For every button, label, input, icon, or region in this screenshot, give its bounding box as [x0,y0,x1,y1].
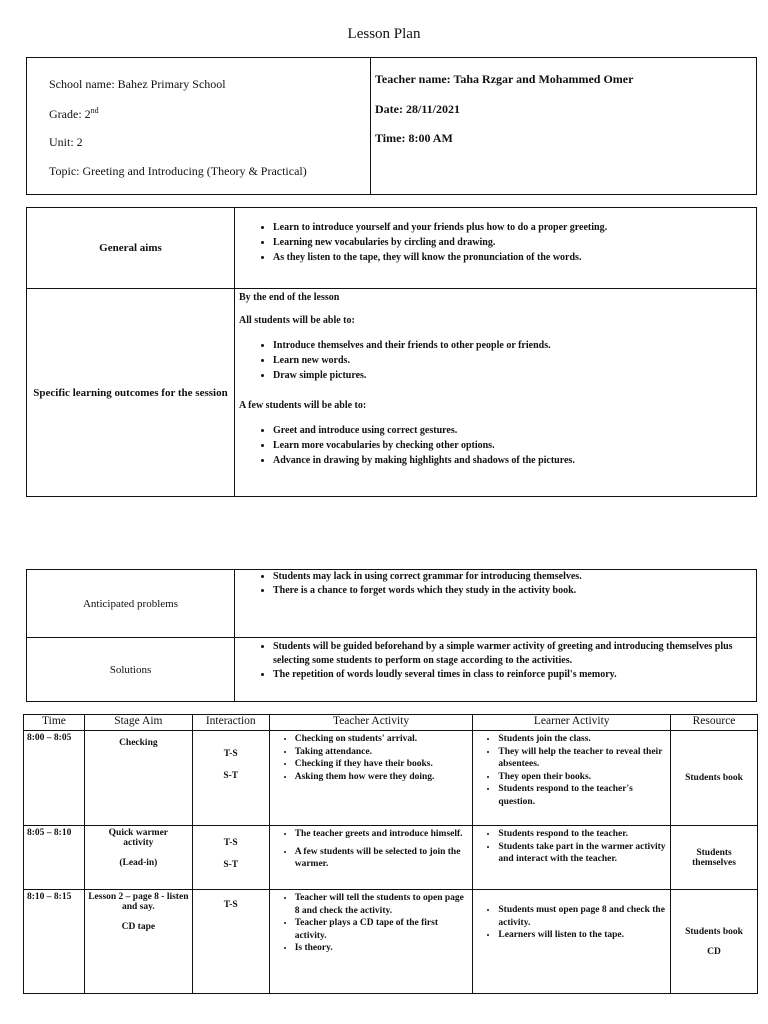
time-value: 8:00 AM [408,131,453,145]
stage-cell: Checking [84,731,192,826]
list-item: • There is a chance to forget words which they study in the activity book. [273,584,752,598]
list-item: • Checking on students' arrival. [295,733,470,746]
list-item: • Taking attendance. [295,746,470,759]
list-item: • Advance in drawing by making highlights and shadows of the pictures. [273,453,752,468]
school-name: Bahez Primary School [117,77,226,91]
col-header-stage: Stage Aim [84,715,192,731]
interaction-cell: T-S S-T [192,826,269,890]
list-item: • Is theory. [295,942,470,955]
lesson-plan-table [23,714,758,994]
outcomes-intro: By the end of the lesson [239,292,340,303]
specific-outcomes-label: Specific learning outcomes for the session [27,289,235,497]
time-line: Time: 8:00 AM [375,131,453,145]
resource-cell: Students book [671,731,758,826]
problems-table [26,569,757,702]
anticipated-problems-label: Anticipated problems [27,570,235,638]
lesson-info-table [26,57,757,195]
grade-line: Grade: 2nd [49,106,99,121]
table-row [24,731,758,826]
general-aims-content [235,208,757,289]
col-header-time: Time [24,715,85,731]
anticipated-problems-list [239,570,752,598]
list-item: • Students will be guided beforehand by a simple warmer activity of greeting and introducing themselves plus selecting some students to perform on stage according to the activities. [273,640,752,668]
topic-line: Topic: Greeting and Introducing (Theory & Practical) [49,164,307,178]
general-aims-label: General aims [27,208,235,289]
list-item: • Students must open page 8 and check the activity. [498,904,667,929]
list-item: • Greet and introduce using correct gestures. [273,423,752,438]
table-row [24,890,758,994]
few-students-list [239,423,752,468]
list-item: • Learners will listen to the tape. [498,929,667,942]
few-students-heading: A few students will be able to: [239,400,367,411]
school-info-cell [27,58,371,195]
resource-cell: Students book CD [671,890,758,994]
list-item: • As they listen to the tape, they will know the pronunciation of the words. [273,250,752,265]
list-item: • Students take part in the warmer activity and interact with the teacher. [498,841,667,866]
list-item: • Learn more vocabularies by checking other options. [273,438,752,453]
col-header-teacher: Teacher Activity [269,715,473,731]
learner-activity-cell [473,890,671,994]
list-item: • Learn to introduce yourself and your friends plus how to do a proper greeting. [273,220,752,235]
stage-cell: Lesson 2 – page 8 - listen and say. CD tape [84,890,192,994]
grade-value: 2 [84,107,91,121]
unit-line: Unit: 2 [49,135,83,149]
col-header-interaction: Interaction [192,715,269,731]
page-title: Lesson Plan [347,26,421,42]
interaction-cell: T-S [192,890,269,994]
date-value: 28/11/2021 [405,102,460,116]
teacher-activity-cell [269,731,473,826]
plan-header-row [24,715,758,731]
teacher-name: Taha Rzgar and Mohammed Omer [453,72,634,86]
list-item: • Checking if they have their books. [295,758,470,771]
list-item: • Students join the class. [498,733,667,746]
teacher-activity-cell [269,890,473,994]
table-row [24,826,758,890]
anticipated-problems-content [235,570,757,638]
solutions-label: Solutions [27,638,235,702]
all-students-heading: All students will be able to: [239,315,355,326]
solutions-content [235,638,757,702]
unit-value: 2 [76,135,83,149]
teacher-name-line: Teacher name: Taha Rzgar and Mohammed Omer [375,72,634,86]
specific-outcomes-content [235,289,757,497]
list-item: • Asking them how were they doing. [295,771,470,784]
list-item: • Learning new vocabularies by circling and drawing. [273,235,752,250]
school-name-line: School name: Bahez Primary School [49,77,226,91]
list-item: • The repetition of words loudly several times in class to reinforce pupil's memory. [273,668,752,682]
teacher-activity-cell [269,826,473,890]
learner-activity-cell [473,826,671,890]
list-item: • A few students will be selected to join the warmer. [295,846,470,871]
resource-cell: Students themselves [671,826,758,890]
list-item: • The teacher greets and introduce himself. [295,828,470,841]
topic-value: Greeting and Introducing (Theory & Practical) [82,164,307,178]
time-cell: 8:10 – 8:15 [24,890,85,994]
all-students-list [239,338,752,383]
col-header-learner: Learner Activity [473,715,671,731]
solutions-list [239,640,752,682]
stage-cell: Quick warmer activity (Lead-in) [84,826,192,890]
aims-table [26,207,757,497]
list-item: • Students respond to the teacher. [498,828,667,841]
list-item: • Draw simple pictures. [273,368,752,383]
list-item: • Students respond to the teacher's question. [498,783,667,808]
date-line: Date: 28/11/2021 [375,102,460,116]
list-item: • Teacher will tell the students to open page 8 and check the activity. [295,892,470,917]
list-item: • Introduce themselves and their friends to other people or friends. [273,338,752,353]
interaction-cell: T-S S-T [192,731,269,826]
time-cell: 8:00 – 8:05 [24,731,85,826]
list-item: • They will help the teacher to reveal their absentees. [498,746,667,771]
list-item: • They open their books. [498,771,667,784]
col-header-resource: Resource [671,715,758,731]
list-item: • Students may lack in using correct grammar for introducing themselves. [273,570,752,584]
list-item: • Teacher plays a CD tape of the first activity. [295,917,470,942]
list-item: • Learn new words. [273,353,752,368]
learner-activity-cell [473,731,671,826]
general-aims-list [239,220,752,265]
time-cell: 8:05 – 8:10 [24,826,85,890]
teacher-info-cell [371,58,757,195]
